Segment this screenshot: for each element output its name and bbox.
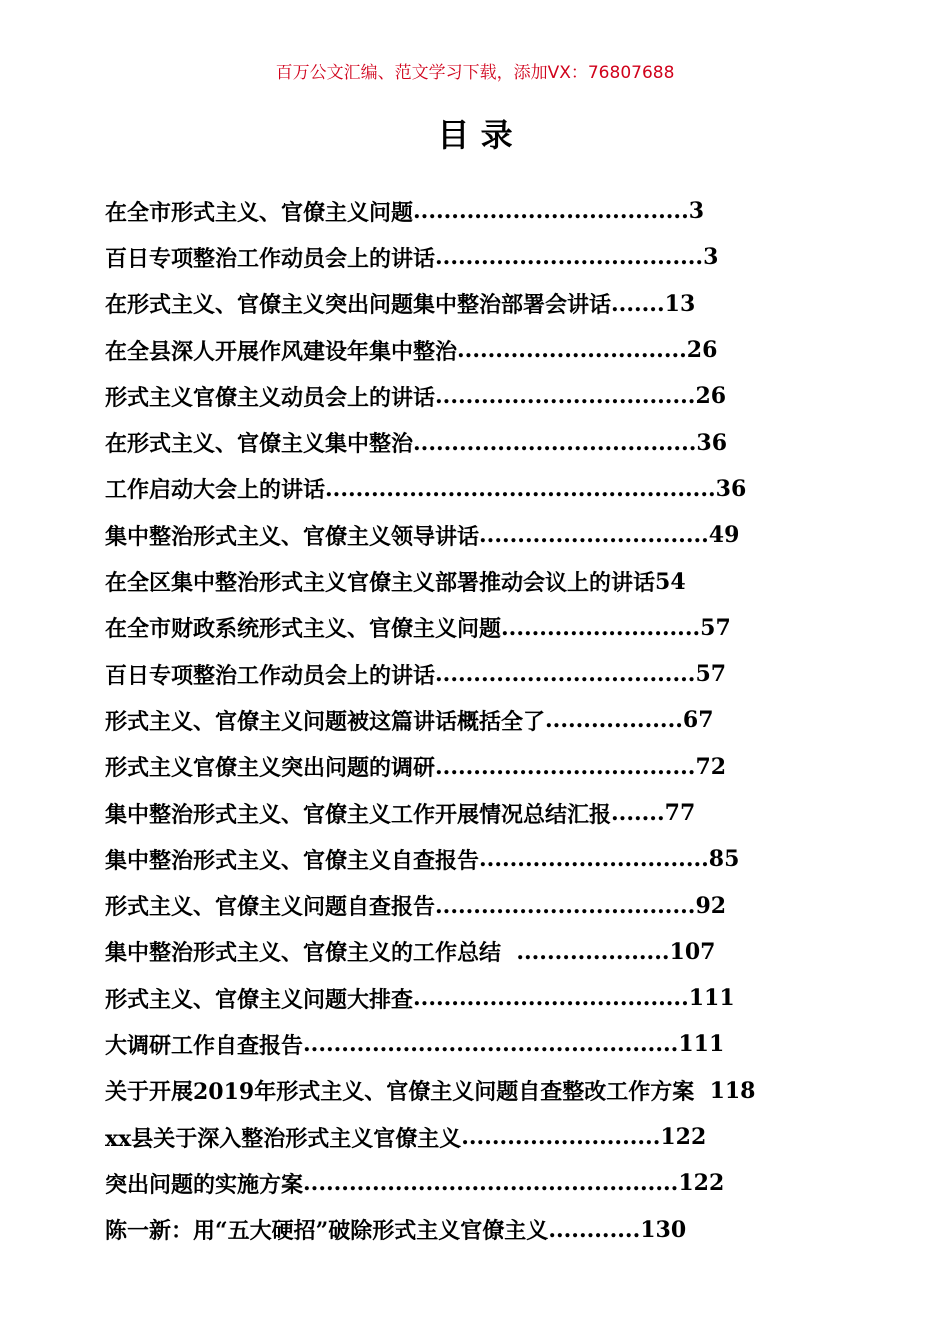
- toc-leader-dots: ....................................: [413, 985, 689, 1012]
- toc-entry[interactable]: [105, 744, 835, 790]
- toc-entry-title: 在全市财政系统形式主义、官僚主义问题: [105, 616, 502, 643]
- toc-leader-dots: .......: [611, 800, 665, 826]
- toc-entry[interactable]: [105, 419, 835, 465]
- toc-entry-title: 陈一新：用“五大硬招”破除形式主义官僚主义: [105, 1218, 549, 1245]
- toc-entry-title: 形式主义官僚主义突出问题的调研: [105, 755, 436, 782]
- page-title: 目 录: [437, 116, 513, 154]
- toc-page-number: 107: [669, 938, 716, 965]
- toc-leader-dots: ...................................: [435, 244, 704, 271]
- toc-entry[interactable]: [105, 882, 835, 928]
- toc-entry[interactable]: [105, 234, 835, 280]
- toc-entry-title: 集中整治形式主义、官僚主义自查报告: [105, 847, 480, 874]
- toc-leader-dots: [694, 1078, 709, 1104]
- toc-entry[interactable]: [105, 836, 835, 882]
- toc-page-number: 13: [664, 290, 696, 317]
- toc-entry[interactable]: [105, 1207, 835, 1253]
- toc-entry-title: 在形式主义、官僚主义集中整治: [105, 431, 414, 458]
- toc-leader-dots: ..........................: [501, 614, 701, 641]
- toc-leader-dots: ..................................: [435, 661, 696, 688]
- toc-leader-dots: ..........................: [461, 1124, 661, 1151]
- toc-entry-title: 大调研工作自查报告: [105, 1032, 304, 1059]
- toc-page-number: 3: [688, 198, 705, 225]
- toc-entry-title: 在全市形式主义、官僚主义问题: [105, 199, 414, 226]
- toc-leader-dots: .................................................: [303, 1031, 679, 1058]
- toc-leader-dots: ....................: [501, 938, 670, 965]
- toc-leader-dots: ..................................: [435, 892, 696, 919]
- toc-page-number: 122: [660, 1124, 707, 1151]
- toc-page-number: 54: [655, 568, 686, 595]
- toc-entry-title: 形式主义、官僚主义问题自查报告: [105, 894, 436, 921]
- toc-page-number: 36: [715, 475, 747, 502]
- toc-page-number: 111: [688, 985, 735, 1012]
- toc-entry[interactable]: [105, 373, 835, 419]
- toc-page-number: 118: [709, 1077, 756, 1104]
- toc-entry[interactable]: [105, 1114, 835, 1160]
- toc-page-number: 72: [695, 753, 727, 780]
- toc-leader-dots: ..................................: [435, 383, 696, 410]
- toc-entry-title: 形式主义官僚主义动员会上的讲话: [105, 384, 436, 411]
- toc-entry-title: 在形式主义、官僚主义突出问题集中整治部署会讲话: [105, 292, 612, 319]
- header-note: 百万公文汇编、范文学习下载，添加VX：76807688: [275, 63, 675, 83]
- toc-entry[interactable]: [105, 327, 835, 373]
- toc-entry-title: 集中整治形式主义、官僚主义领导讲话: [105, 523, 480, 550]
- toc-entry-title: 百日专项整治工作动员会上的讲话: [105, 245, 436, 272]
- toc-entry[interactable]: [105, 466, 835, 512]
- toc-page-number: 26: [686, 337, 718, 364]
- toc-entry-title: 突出问题的实施方案: [105, 1171, 304, 1198]
- toc-page-number: 130: [640, 1216, 687, 1243]
- toc-entry[interactable]: [105, 929, 835, 975]
- toc-leader-dots: ..............................: [479, 522, 709, 549]
- toc-page-number: 67: [682, 707, 714, 734]
- toc-entry[interactable]: [105, 558, 835, 604]
- toc-entry[interactable]: [105, 188, 835, 234]
- toc-leader-dots: ..................................: [435, 753, 696, 780]
- toc-entry[interactable]: [105, 790, 835, 836]
- toc-leader-dots: .....................................: [413, 429, 697, 456]
- toc-page-number: 85: [708, 846, 740, 873]
- toc-leader-dots: ..............................: [479, 846, 709, 873]
- toc-page-number: 92: [695, 892, 727, 919]
- toc-leader-dots: ............: [548, 1216, 641, 1243]
- toc-entry[interactable]: [105, 605, 835, 651]
- toc-entry-title: 集中整治形式主义、官僚主义工作开展情况总结汇报: [105, 801, 612, 828]
- toc-page-number: 57: [700, 614, 731, 641]
- toc-page-number: 26: [695, 383, 727, 410]
- toc-entry-title: 百日专项整治工作动员会上的讲话: [105, 662, 436, 689]
- toc-entry[interactable]: [105, 1160, 835, 1206]
- toc-entry-title: xx县关于深入整治形式主义官僚主义: [105, 1125, 462, 1152]
- toc-entry-title: 关于开展2019年形式主义、官僚主义问题自查整改工作方案: [105, 1079, 695, 1106]
- toc-leader-dots: ..............................: [457, 337, 687, 364]
- toc-entry[interactable]: [105, 697, 835, 743]
- toc-leader-dots: .................................................: [303, 1170, 679, 1197]
- toc-page-number: 57: [695, 661, 727, 688]
- toc-leader-dots: ..................: [545, 707, 683, 734]
- toc-page-number: 3: [703, 244, 719, 271]
- toc-entry-title: 工作启动大会上的讲话: [105, 477, 326, 504]
- toc-leader-dots: .......: [611, 290, 665, 317]
- toc-leader-dots: ...................................................: [325, 475, 716, 502]
- toc-page-number: 77: [664, 800, 696, 826]
- toc-entry-title: 形式主义、官僚主义问题大排查: [105, 986, 414, 1013]
- toc-entry[interactable]: [105, 1068, 835, 1114]
- toc-page-number: 36: [696, 429, 728, 456]
- toc-entry-title: 在全县深人开展作风建设年集中整治: [105, 338, 458, 365]
- toc-page-number: 122: [678, 1170, 725, 1197]
- toc-leader-dots: ....................................: [413, 198, 689, 225]
- toc-page-number: 49: [708, 522, 740, 549]
- toc-page-number: 111: [678, 1031, 725, 1058]
- toc-entry-title: 在全区集中整治形式主义官僚主义部署推动会议上的讲话: [105, 570, 656, 597]
- toc-entry[interactable]: [105, 975, 835, 1021]
- toc-entry-title: 集中整治形式主义、官僚主义的工作总结: [105, 940, 502, 967]
- toc-entry[interactable]: [105, 512, 835, 558]
- toc-entry-title: 形式主义、官僚主义问题被这篇讲话概括全了: [105, 708, 546, 735]
- toc-entry[interactable]: [105, 651, 835, 697]
- table-of-contents: [105, 188, 835, 1253]
- toc-entry[interactable]: [105, 1021, 835, 1067]
- toc-entry[interactable]: [105, 281, 835, 327]
